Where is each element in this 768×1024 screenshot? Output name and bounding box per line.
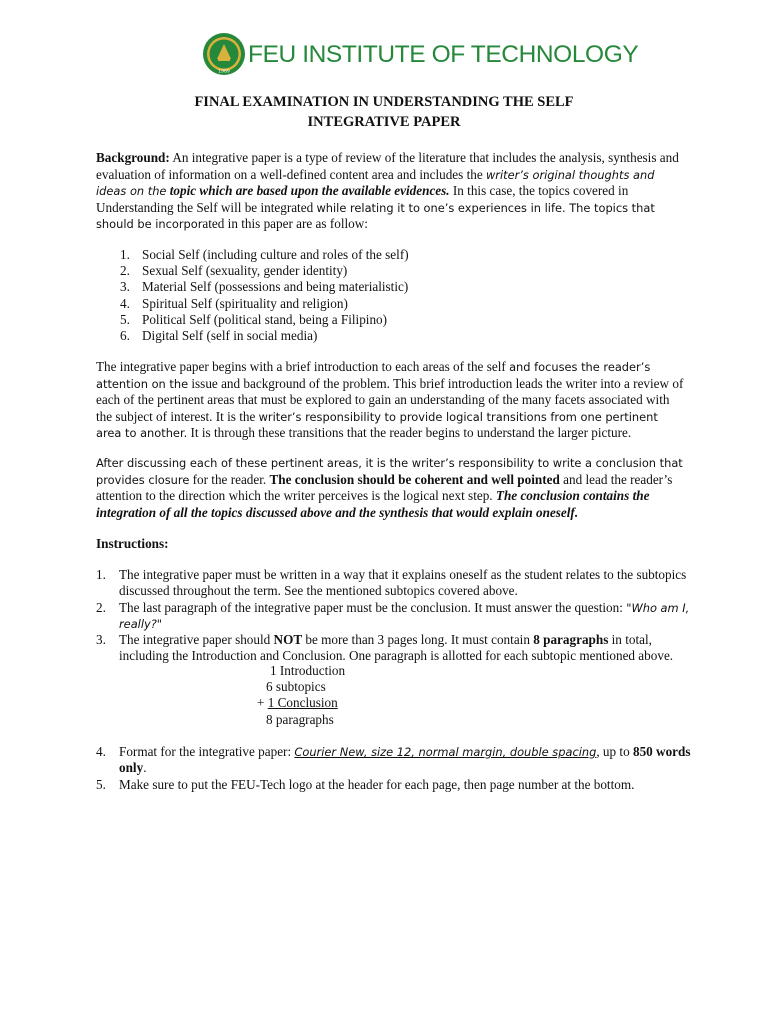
instructions-heading: Instructions: <box>96 536 169 551</box>
intro-alt-text-1: and focuses the reader’s attention on the <box>96 360 651 391</box>
background-text-3: ated in this paper are as follow: <box>202 216 368 231</box>
topics-list <box>120 247 409 344</box>
conclusion-text-1: for the reader. <box>189 471 270 487</box>
list-text: Political Self (political stand, being a Filipino) <box>142 311 388 327</box>
instructions-list <box>96 567 696 665</box>
conclusion-text-2: and lead the reader’s attention to the direction which the writer perceives is the logical next step. <box>96 471 673 503</box>
intro-alt-text-2: writer’s responsibility to provide logical transitions from one pertinent area to another. <box>96 409 658 440</box>
format-specification: Courier New, size 12, normal margin, double spacing <box>294 745 597 759</box>
conclusion-bold-text: The conclusion should be coherent and well pointed <box>269 471 560 487</box>
list-item <box>120 279 409 295</box>
instruction-text: Make sure to put the FEU-Tech logo at the header for each page, then page number at the bottom. <box>119 776 635 792</box>
conclusion-alt-text: After discussing each of these pertinent areas, it is the writer’s responsibility to write a conclusion that provides closure <box>96 456 683 487</box>
list-number: 3. <box>120 279 130 295</box>
word-limit: 850 words only <box>119 744 691 776</box>
instruction-item <box>96 567 696 600</box>
intro-paragraph <box>96 359 686 442</box>
instruction-question: "Who am I, really?" <box>119 600 690 631</box>
calc-line-introduction: 1 Introduction <box>270 663 346 678</box>
instruction-text: The integrative paper must be written in a way that it explains oneself as the student relates to the subtopics discussed throughout the term. See the mentioned subtopics covered above. <box>119 567 687 599</box>
instruction-item <box>96 744 696 777</box>
instruction-number: 2. <box>96 599 106 615</box>
instructions-list-continued <box>96 744 696 793</box>
calc-line-total: 8 paragraphs <box>266 711 334 727</box>
instruction-number: 3. <box>96 632 106 648</box>
instruction-text: be more than 3 pages long. It must contain <box>302 632 534 648</box>
list-text: Material Self (possessions and being materialistic) <box>142 279 409 295</box>
background-label: Background: <box>96 150 170 165</box>
conclusion-bold-italic-text: The conclusion contains the integration of all the topics discussed above and the synthesis that would explain oneself. <box>96 488 650 520</box>
intro-text-2: issue and background of the problem. This brief introduction leads the writer into a review of each of the pertinent areas that must be explored to gain an understanding of the many facets associated with the subject of interest. It is the <box>96 375 684 424</box>
instruction-item <box>96 632 696 665</box>
logo-year: 1989 <box>218 69 230 75</box>
instruction-text: in total, including the Introduction and Conclusion. One paragraph is allotted for each subtopic mentioned above. <box>119 632 674 664</box>
calc-line-subtopics: 6 subtopics <box>266 679 326 695</box>
paragraph-count-calculation <box>257 663 345 728</box>
instruction-bold-paragraphs: 8 paragraphs <box>533 632 609 648</box>
list-item <box>120 296 409 312</box>
instruction-text: . <box>143 760 147 776</box>
header <box>0 22 768 92</box>
calc-plus-sign: + <box>257 695 268 711</box>
list-text: Digital Self (self in social media) <box>142 328 318 344</box>
intro-text-1: The integrative paper begins with a brief introduction to each areas of the self <box>96 359 510 374</box>
conclusion-paragraph <box>96 455 686 521</box>
background-alt-text: while relating it to one’s experiences in life. The topics that should be incorpor <box>96 200 655 231</box>
instruction-number: 1. <box>96 567 106 582</box>
calc-line-conclusion <box>257 695 345 711</box>
instruction-number: 5. <box>96 776 106 792</box>
list-text: Sexual Self (sexuality, gender identity) <box>142 263 348 279</box>
list-text: Spiritual Self (spirituality and religion) <box>142 295 348 311</box>
background-text-2: In this case, the topics covered in Understanding the Self will be integrated <box>96 183 629 215</box>
background-emphasis-1: writer’s original thoughts and ideas on the <box>96 167 655 198</box>
background-text: An integrative paper is a type of review of the literature that includes the analysis, synthesis and evaluation of information on a well-defined content area and includes the <box>96 150 679 182</box>
exam-subtitle: INTEGRATIVE PAPER <box>307 114 461 130</box>
instruction-bold-not: NOT <box>273 632 303 648</box>
list-item <box>120 247 409 263</box>
instruction-text: , up to <box>596 744 633 759</box>
list-item <box>120 312 409 328</box>
background-emphasis-2: topic which are based upon the available evidences. <box>169 183 450 198</box>
list-number: 2. <box>120 263 130 279</box>
list-item <box>120 328 409 344</box>
instruction-number: 4. <box>96 744 106 759</box>
list-number: 5. <box>120 311 130 327</box>
list-number: 6. <box>120 328 130 344</box>
exam-title: FINAL EXAMINATION IN UNDERSTANDING THE SELF <box>194 94 574 110</box>
background-paragraph <box>96 150 686 233</box>
instruction-item <box>96 600 696 633</box>
intro-text-3: It is through these transitions that the reader begins to understand the larger picture. <box>187 425 632 440</box>
instruction-text: Format for the integrative paper: <box>119 744 295 759</box>
instruction-text: The last paragraph of the integrative paper must be the conclusion. It must answer the question: <box>119 599 627 615</box>
list-number: 1. <box>120 247 130 262</box>
feu-tech-logo <box>202 32 246 76</box>
calc-conclusion-text: 1 Conclusion <box>267 695 338 711</box>
institute-name: FEU INSTITUTE OF TECHNOLOGY <box>248 41 639 68</box>
list-number: 4. <box>120 295 130 311</box>
instruction-text: The integrative paper should <box>119 632 274 648</box>
instruction-item <box>96 777 696 793</box>
list-item <box>120 263 409 279</box>
list-text: Social Self (including culture and roles of the self) <box>142 247 409 262</box>
